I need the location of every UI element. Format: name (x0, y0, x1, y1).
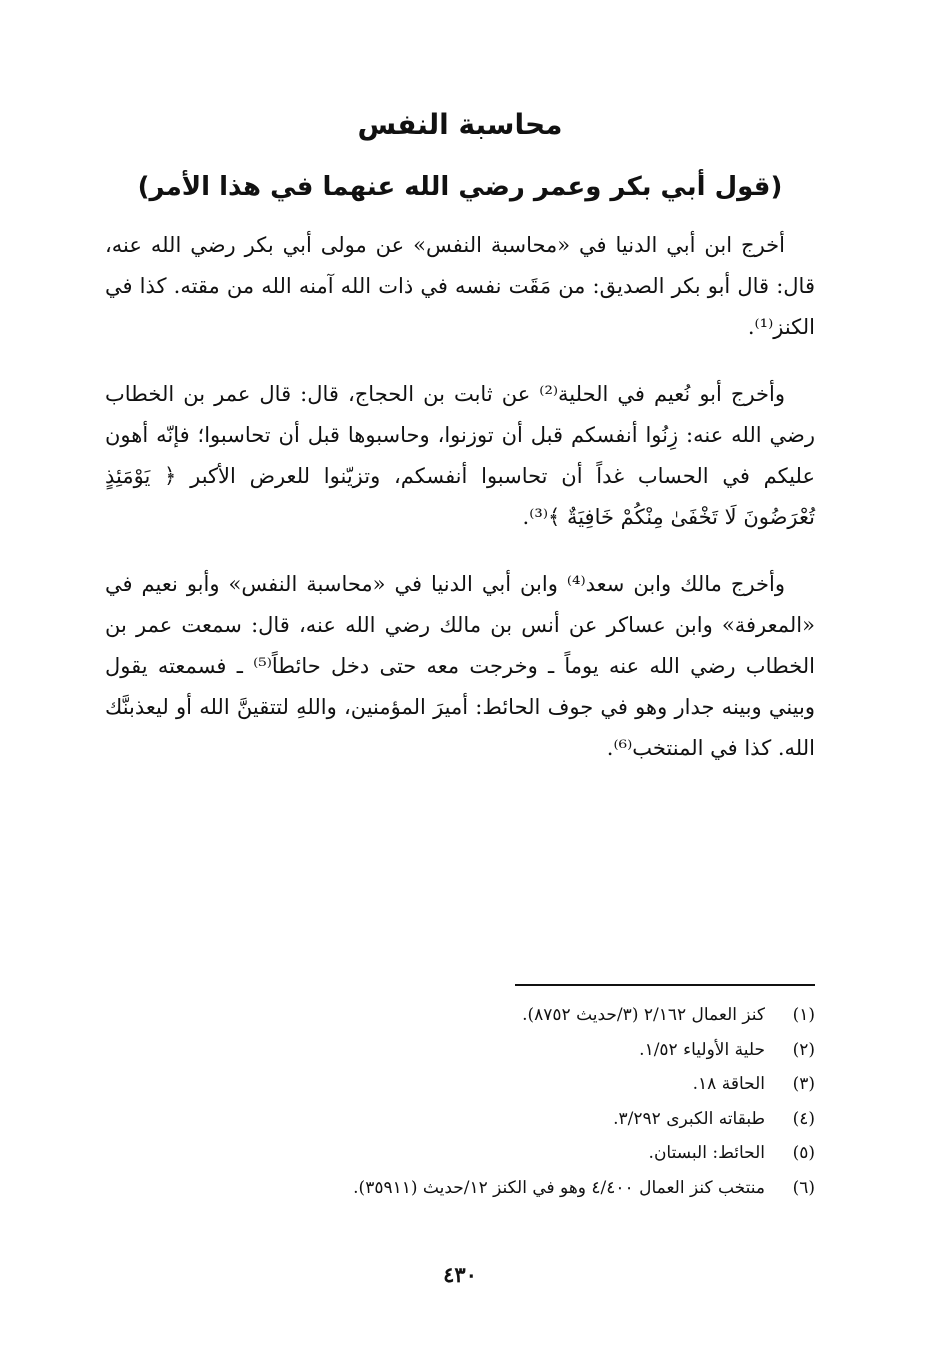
footnote-number: (٦) (792, 1177, 815, 1198)
footnote-text: طبقاته الكبرى ٣/٢٩٢. (613, 1108, 765, 1129)
page-number: ٤٣٠ (443, 1262, 477, 1287)
footnote-number: (٤) (792, 1108, 815, 1129)
footnote-text: منتخب كنز العمال ٤/٤٠٠ وهو في الكنز ١٢/حديث (٣٥٩١١). (353, 1177, 765, 1198)
footnote-text: كنز العمال ٢/١٦٢ (٣/حديث ٨٧٥٢). (522, 1005, 765, 1025)
footnote-2 (105, 1033, 815, 1068)
footnote-number: (٥) (792, 1143, 815, 1163)
paragraph-3: وأخرج مالك وابن سعد⁽⁴⁾ وابن أبي الدنيا في «محاسبة النفس» وأبو نعيم في «المعرفة» وابن عساكر عن أنس بن مالك رضي الله عنه، قال: سمعت عمر بن الخطاب رضي الله عنه يوماً ـ وخرجت معه حتى دخل حائطاً⁽⁵⁾ ـ فسمعته يقول وبيني وبينه جدار وهو في جوف الحائط: أميرَ المؤمنين، واللهِ لتتقينَّ الله أو ليعذبنَّك الله. كذا في المنتخب⁽⁶⁾. (105, 572, 815, 760)
footnote-number: (١) (792, 1005, 815, 1025)
paragraph-2: وأخرج أبو نُعيم في الحلية⁽²⁾ عن ثابت بن الحجاج، قال: قال عمر بن الخطاب رضي الله عنه: زِنُوا أنفسكم قبل أن توزنوا، وحاسبوها قبل أن تحاسبوا؛ فإنّه أهون عليكم في الحساب غداً أن تحاسبوا أنفسكم، وتزيّنوا للعرض الأكبر ﴿ يَوْمَئِذٍ تُعْرَضُونَ لَا تَخْفَىٰ مِنْكُمْ خَافِيَةٌ ﴾⁽³⁾. (105, 382, 815, 529)
footnote-text: الحائط: البستان. (648, 1143, 765, 1163)
footnote-number: (٣) (792, 1074, 815, 1094)
footnote-text: الحاقة ١٨. (692, 1074, 765, 1094)
footnotes-list (105, 998, 815, 1205)
footnote-1 (105, 998, 815, 1033)
footnote-4 (105, 1102, 815, 1137)
footnote-5 (105, 1136, 815, 1171)
paragraph-1: أخرج ابن أبي الدنيا في «محاسبة النفس» عن مولى أبي بكر رضي الله عنه، قال: قال أبو بكر الصديق: من مَقَت نفسه في ذات الله آمنه الله من مقته. كذا في الكنز⁽¹⁾. (105, 233, 815, 339)
footnote-number: (٢) (792, 1039, 815, 1060)
book-page (105, 100, 815, 1300)
footnote-text: حلية الأولياء ١/٥٢. (639, 1039, 765, 1060)
chapter-title: محاسبة النفس (357, 108, 563, 141)
body-text (105, 225, 815, 795)
footnote-6 (105, 1171, 815, 1206)
footnote-separator (515, 984, 815, 986)
footnote-3 (105, 1067, 815, 1102)
section-subtitle: (قول أبي بكر وعمر رضي الله عنهما في هذا الأمر) (137, 172, 783, 202)
